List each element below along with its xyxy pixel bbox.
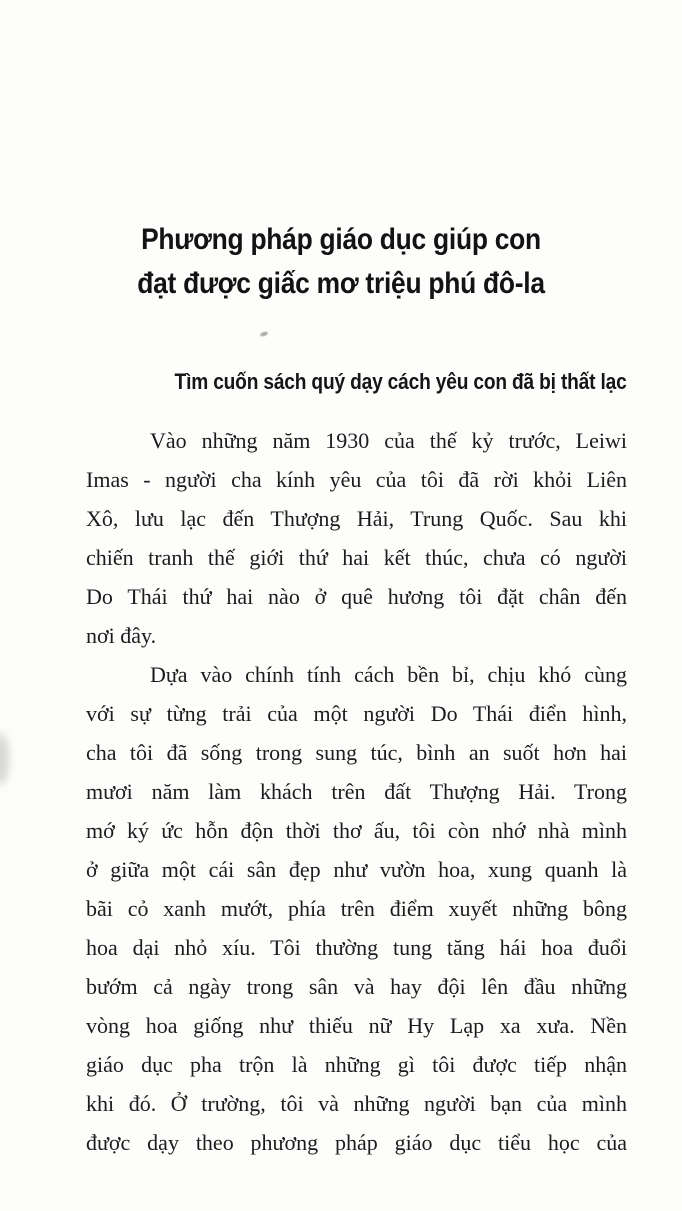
chapter-title bbox=[0, 218, 682, 306]
chapter-title-line-1: Phương pháp giáo dục giúp con bbox=[141, 223, 541, 256]
text-line: Dựa vào chính tính cách bền bỉ, chịu khó cùng bbox=[150, 662, 627, 687]
text-line: Imas - người cha kính yêu của tôi đã rời khỏi Liên bbox=[86, 467, 627, 492]
section-heading-text: Tìm cuốn sách quý dạy cách yêu con đã bị thất lạc bbox=[174, 369, 627, 394]
section-heading bbox=[86, 366, 627, 398]
text-line: bướm cả ngày trong sân và hay đội lên đầu những bbox=[86, 974, 627, 999]
text-line: mươi năm làm khách trên đất Thượng Hải. Trong bbox=[86, 779, 627, 804]
text-line: chiến tranh thế giới thứ hai kết thúc, chưa có người bbox=[86, 545, 627, 570]
text-line: được dạy theo phương pháp giáo dục tiểu học của bbox=[86, 1130, 627, 1155]
text-line: khi đó. Ở trường, tôi và những người bạn của mình bbox=[86, 1091, 627, 1116]
text-line: bãi cỏ xanh mướt, phía trên điểm xuyết những bông bbox=[86, 896, 627, 921]
text-line: cha tôi đã sống trong sung túc, bình an suốt hơn hai bbox=[86, 740, 627, 765]
chapter-title-line-2: đạt được giấc mơ triệu phú đô-la bbox=[137, 267, 545, 300]
scan-smudge-mark bbox=[0, 733, 9, 785]
scan-speck-mark bbox=[260, 331, 269, 337]
text-line: Do Thái thứ hai nào ở quê hương tôi đặt chân đến bbox=[86, 584, 627, 609]
text-line: Vào những năm 1930 của thế kỷ trước, Leiwi bbox=[150, 428, 627, 453]
text-line: Xô, lưu lạc đến Thượng Hải, Trung Quốc. Sau khi bbox=[86, 506, 627, 531]
text-line: ở giữa một cái sân đẹp như vườn hoa, xung quanh là bbox=[86, 857, 627, 882]
text-line: giáo dục pha trộn là những gì tôi được tiếp nhận bbox=[86, 1052, 627, 1077]
text-line: nơi đây. bbox=[86, 623, 157, 648]
text-line: với sự từng trải của một người Do Thái điển hình, bbox=[86, 701, 627, 726]
text-line: hoa dại nhỏ xíu. Tôi thường tung tăng hái hoa đuổi bbox=[86, 935, 627, 960]
text-line: vòng hoa giống như thiếu nữ Hy Lạp xa xưa. Nền bbox=[86, 1013, 627, 1038]
body-text bbox=[86, 421, 627, 1162]
text-line: mớ ký ức hỗn độn thời thơ ấu, tôi còn nhớ nhà mình bbox=[86, 818, 627, 843]
